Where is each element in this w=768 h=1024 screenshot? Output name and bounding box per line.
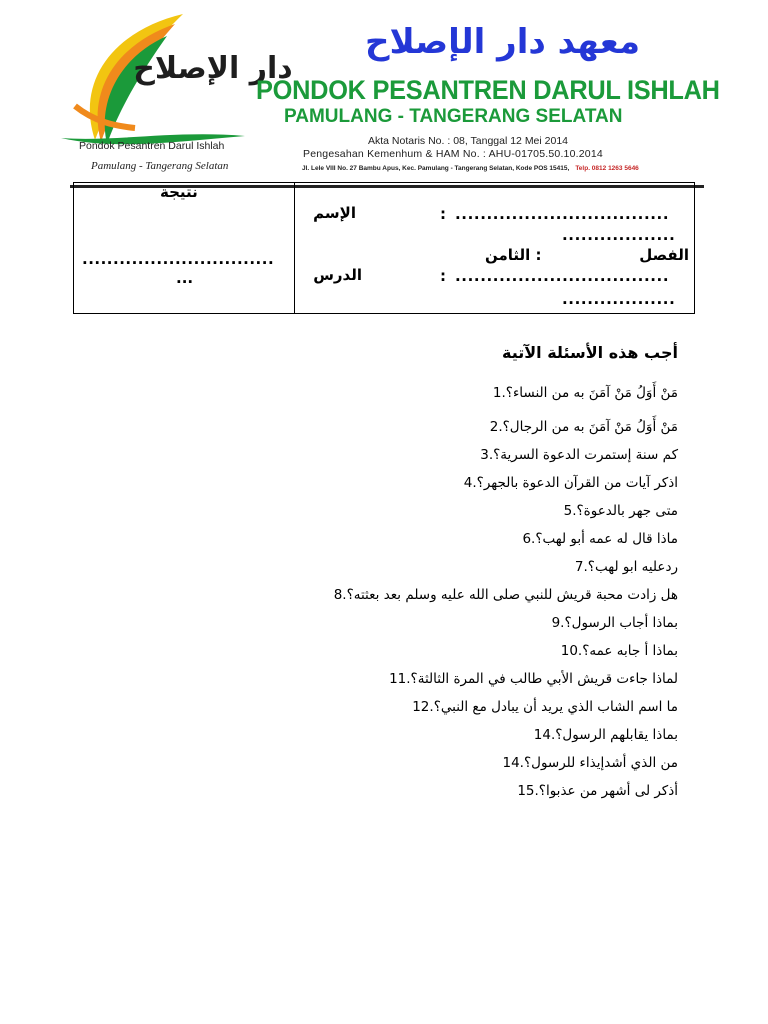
question-text: متى جهر بالدعوة؟: [576, 503, 678, 519]
question-number: 2.: [489, 419, 503, 435]
question-item: [78, 557, 678, 585]
question-number: 14.: [533, 727, 556, 743]
question-number: 8.: [333, 587, 347, 603]
question-text: لماذا جاءت قريش الأبي طالب في المرة الثالثة؟: [410, 671, 678, 687]
question-text: بماذا أجاب الرسول؟: [564, 615, 678, 631]
question-number: 5.: [563, 503, 577, 519]
table-column-divider: [294, 182, 295, 314]
question-number: 7.: [574, 559, 588, 575]
question-number: 4.: [463, 475, 477, 491]
address-text: Jl. Lele VIII No. 27 Bambu Apus, Kec. Pamulang - Tangerang Selatan, Kode POS 15415,: [302, 165, 570, 172]
instructions-heading: أجب هذه الأسئلة الآتية: [502, 343, 678, 362]
notary-deed: Akta Notaris No. : 08, Tanggal 12 Mei 2014: [368, 135, 569, 147]
question-item: [78, 613, 678, 641]
question-item: [78, 753, 678, 781]
phone-number: Telp. 0812 1263 5646: [575, 165, 639, 172]
question-text: مَنْ أَوَلُ مَنْ آمَنَ به من الرجال؟: [502, 419, 678, 435]
question-item: [78, 725, 678, 753]
school-title: PONDOK PESANTREN DARUL ISHLAH: [256, 75, 720, 105]
school-subtitle: PAMULANG - TANGERANG SELATAN: [284, 106, 623, 127]
question-text: ماذا قال له عمه أبو لهب؟: [535, 531, 678, 547]
logo-school-name: Pondok Pesantren Darul Ishlah: [79, 140, 225, 152]
question-text: مَنْ أَوَلُ مَنْ آمَنَ به من النساء؟: [505, 385, 678, 401]
question-item: [78, 383, 678, 417]
result-label: نتيجة: [160, 183, 198, 201]
class-label: الفصل: [639, 246, 689, 264]
question-text: بماذا أ جابه عمه؟: [582, 643, 678, 659]
question-list: [78, 383, 678, 809]
question-item: [78, 529, 678, 557]
logo-arabic-text: دار الإصلاح: [133, 51, 293, 86]
question-text: من الذي أشدإيذاء للرسول؟: [523, 755, 678, 771]
school-address: [302, 165, 639, 172]
question-item: [78, 669, 678, 697]
ministry-approval: Pengesahan Kemenhum & HAM No. : AHU-01705.50.10.2014: [303, 148, 603, 160]
question-number: 3.: [480, 447, 494, 463]
question-text: أذكر لى أشهر من عذبوا؟: [538, 783, 678, 799]
question-item: [78, 697, 678, 725]
name-colon: :: [440, 205, 446, 223]
question-item: [78, 417, 678, 445]
class-value: : الثامن: [485, 246, 542, 264]
question-text: بماذا يقابلهم الرسول؟: [555, 727, 678, 743]
result-blank-line-end: ...: [176, 269, 194, 287]
question-number: 15.: [517, 783, 539, 799]
name-blank-line: ..................................: [455, 205, 670, 223]
question-text: ردعليه ابو لهب؟: [587, 559, 678, 575]
name-label: الإسم: [313, 204, 356, 222]
question-text: اذكر آيات من القرآن الدعوة بالجهر؟: [476, 475, 678, 491]
question-number: 11.: [389, 671, 411, 687]
subject-blank-line-cont: ..................: [562, 290, 676, 308]
subject-colon: :: [440, 267, 446, 285]
question-text: ما اسم الشاب الذي يريد أن يبادل مع النبي؟: [433, 699, 678, 715]
arabic-brand-name: معهد دار الإصلاح: [364, 22, 640, 62]
question-item: [78, 445, 678, 473]
question-text: هل زادت محبة قريش للنبي صلى الله عليه وسلم بعد بعثته؟: [346, 587, 678, 603]
question-item: [78, 473, 678, 501]
question-text: كم سنة إستمرت الدعوة السرية؟: [493, 447, 678, 463]
name-blank-line-cont: ..................: [562, 226, 676, 244]
question-item: [78, 641, 678, 669]
question-number: 1.: [492, 385, 506, 401]
question-number: 9.: [551, 615, 565, 631]
question-item: [78, 781, 678, 809]
question-number: 10.: [560, 643, 583, 659]
subject-blank-line: ..................................: [455, 267, 670, 285]
school-logo: [55, 10, 293, 188]
question-number: 6.: [522, 531, 536, 547]
question-number: 12.: [412, 699, 434, 715]
question-item: [78, 501, 678, 529]
result-blank-line: ...............................: [82, 250, 275, 268]
subject-label: الدرس: [313, 266, 362, 284]
logo-tagline: Pamulang - Tangerang Selatan: [91, 160, 229, 172]
question-item: [78, 585, 678, 613]
question-number: 14.: [502, 755, 524, 771]
